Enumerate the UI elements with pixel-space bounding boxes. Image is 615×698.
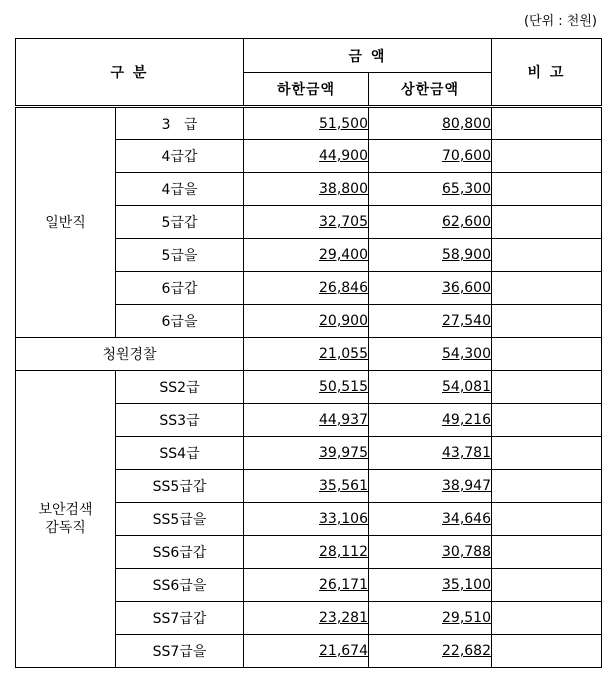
upper-amount-cell-value: 62,600 <box>442 214 491 230</box>
upper-amount-cell-value: 80,800 <box>442 115 491 132</box>
table-row <box>16 338 602 371</box>
remarks-cell <box>492 140 602 173</box>
remarks-cell <box>492 338 602 371</box>
lower-amount-cell-value: 33,106 <box>319 511 368 527</box>
remarks-cell <box>492 107 602 140</box>
lower-amount-cell <box>244 338 369 371</box>
remarks-cell <box>492 305 602 338</box>
lower-amount-cell-value: 51,500 <box>319 115 368 132</box>
upper-amount-cell <box>369 470 492 503</box>
upper-amount-cell <box>369 602 492 635</box>
grade-cell: 4급갑 <box>116 140 244 173</box>
lower-amount-cell-value: 28,112 <box>319 544 368 560</box>
unit-note: (단위 : 천원) <box>523 14 597 29</box>
lower-amount-cell <box>244 173 369 206</box>
lower-amount-cell-value: 50,515 <box>319 379 368 395</box>
lower-amount-cell-value: 32,705 <box>319 214 368 230</box>
upper-amount-cell <box>369 404 492 437</box>
lower-amount-cell <box>244 404 369 437</box>
grade-cell: SS2급 <box>116 371 244 404</box>
header-remarks: 비 고 <box>492 39 602 107</box>
grade-cell: 3 급 <box>116 107 244 140</box>
header-amount: 금 액 <box>244 39 492 73</box>
grade-cell: SS6급을 <box>116 569 244 602</box>
header-lower: 하한금액 <box>244 73 369 107</box>
remarks-cell <box>492 635 602 668</box>
upper-amount-cell-value: 34,646 <box>442 511 491 527</box>
upper-amount-cell-value: 38,947 <box>442 478 491 494</box>
category-cell: 청원경찰 <box>16 338 244 371</box>
lower-amount-cell <box>244 569 369 602</box>
grade-cell: 4급을 <box>116 173 244 206</box>
lower-amount-cell <box>244 437 369 470</box>
lower-amount-cell <box>244 206 369 239</box>
grade-cell: 5급갑 <box>116 206 244 239</box>
upper-amount-cell-value: 36,600 <box>442 280 491 296</box>
grade-cell: SS7급갑 <box>116 602 244 635</box>
lower-amount-cell-value: 35,561 <box>319 478 368 494</box>
lower-amount-cell-value: 44,937 <box>319 412 368 428</box>
table-row <box>16 371 602 404</box>
header-upper: 상한금액 <box>369 73 492 107</box>
upper-amount-cell-value: 65,300 <box>442 181 491 197</box>
lower-amount-cell <box>244 272 369 305</box>
upper-amount-cell <box>369 338 492 371</box>
grade-cell: SS7급을 <box>116 635 244 668</box>
upper-amount-cell-value: 54,300 <box>442 346 491 362</box>
category-cell: 일반직 <box>16 107 116 338</box>
remarks-cell <box>492 272 602 305</box>
remarks-cell <box>492 173 602 206</box>
upper-amount-cell <box>369 371 492 404</box>
lower-amount-cell-value: 44,900 <box>319 148 368 164</box>
upper-amount-cell <box>369 437 492 470</box>
grade-cell: 6급갑 <box>116 272 244 305</box>
remarks-cell <box>492 536 602 569</box>
remarks-cell <box>492 569 602 602</box>
upper-amount-cell-value: 70,600 <box>442 148 491 164</box>
lower-amount-cell-value: 20,900 <box>319 313 368 329</box>
header-category: 구 분 <box>16 39 244 107</box>
lower-amount-cell-value: 26,846 <box>319 280 368 296</box>
remarks-cell <box>492 470 602 503</box>
lower-amount-cell-value: 38,800 <box>319 181 368 197</box>
upper-amount-cell-value: 29,510 <box>442 610 491 626</box>
grade-cell: SS3급 <box>116 404 244 437</box>
lower-amount-cell <box>244 635 369 668</box>
grade-cell: 5급을 <box>116 239 244 272</box>
upper-amount-cell-value: 35,100 <box>442 577 491 593</box>
lower-amount-cell-value: 29,400 <box>319 247 368 263</box>
lower-amount-cell <box>244 239 369 272</box>
lower-amount-cell-value: 39,975 <box>319 445 368 461</box>
upper-amount-cell <box>369 305 492 338</box>
remarks-cell <box>492 437 602 470</box>
lower-amount-cell <box>244 305 369 338</box>
upper-amount-cell <box>369 272 492 305</box>
upper-amount-cell-value: 49,216 <box>442 412 491 428</box>
grade-cell: SS4급 <box>116 437 244 470</box>
upper-amount-cell-value: 27,540 <box>442 313 491 329</box>
salary-range-table <box>15 38 602 668</box>
lower-amount-cell-value: 21,055 <box>319 346 368 362</box>
upper-amount-cell-value: 22,682 <box>442 643 491 659</box>
upper-amount-cell <box>369 107 492 140</box>
upper-amount-cell-value: 58,900 <box>442 247 491 263</box>
upper-amount-cell <box>369 503 492 536</box>
table-row <box>16 107 602 140</box>
lower-amount-cell <box>244 602 369 635</box>
grade-cell: SS5급을 <box>116 503 244 536</box>
grade-cell: SS5급갑 <box>116 470 244 503</box>
upper-amount-cell <box>369 536 492 569</box>
upper-amount-cell-value: 30,788 <box>442 544 491 560</box>
lower-amount-cell-value: 21,674 <box>319 643 368 659</box>
upper-amount-cell <box>369 635 492 668</box>
upper-amount-cell-value: 54,081 <box>442 379 491 395</box>
remarks-cell <box>492 602 602 635</box>
lower-amount-cell-value: 26,171 <box>319 577 368 593</box>
lower-amount-cell <box>244 371 369 404</box>
remarks-cell <box>492 404 602 437</box>
lower-amount-cell <box>244 536 369 569</box>
remarks-cell <box>492 371 602 404</box>
lower-amount-cell-value: 23,281 <box>319 610 368 626</box>
lower-amount-cell <box>244 470 369 503</box>
upper-amount-cell <box>369 206 492 239</box>
upper-amount-cell <box>369 569 492 602</box>
remarks-cell <box>492 239 602 272</box>
remarks-cell <box>492 503 602 536</box>
category-cell: 보안검색 감독직 <box>16 371 116 668</box>
grade-cell: SS6급갑 <box>116 536 244 569</box>
upper-amount-cell <box>369 140 492 173</box>
lower-amount-cell <box>244 140 369 173</box>
lower-amount-cell <box>244 503 369 536</box>
upper-amount-cell <box>369 173 492 206</box>
lower-amount-cell <box>244 107 369 140</box>
remarks-cell <box>492 206 602 239</box>
upper-amount-cell-value: 43,781 <box>442 445 491 461</box>
upper-amount-cell <box>369 239 492 272</box>
grade-cell: 6급을 <box>116 305 244 338</box>
